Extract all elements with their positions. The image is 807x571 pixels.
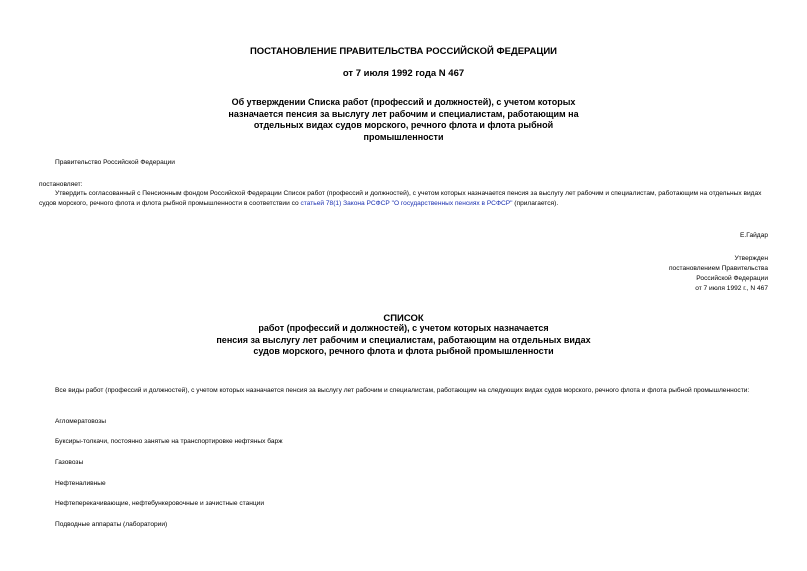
signature: Е.Гайдар <box>740 232 768 239</box>
list-subtitle-line: работ (профессий и должностей), с учетом которых назначается <box>258 323 549 333</box>
approval-line: от 7 июля 1992 г., N 467 <box>695 285 768 292</box>
resolution-body <box>39 189 769 209</box>
subject-line: назначается пенсия за выслугу лет рабочим и специалистам, работающим на <box>228 108 579 119</box>
approval-stamp <box>500 254 768 294</box>
list-title: СПИСОК <box>383 313 424 324</box>
resolution-subject <box>200 97 607 143</box>
law-article-link[interactable]: статьей 78(1) Закона РСФСР "О государственных пенсиях в РСФСР" <box>300 200 513 207</box>
approval-line: Российской Федерации <box>696 275 768 282</box>
government-text: Правительство Российской Федерации <box>55 159 175 166</box>
list-item: Подводные аппараты (лаборатории) <box>55 521 168 528</box>
list-intro: Все виды работ (профессий и должностей), с учетом которых назначается пенсия за выслугу лет рабочим и специалистам, работающим на следующих видах судов морского, речного флота и флота рыбной промышленности: <box>55 387 750 394</box>
approval-line: постановлением Правительства <box>668 265 768 272</box>
subject-line: отдельных видах судов морского, речного флота и флота рыбной <box>253 120 554 130</box>
list-item: Буксиры-толкачи, постоянно занятые на транспортировке нефтяных барж <box>55 438 283 445</box>
resolves-text: постановляет: <box>39 181 83 188</box>
list-item: Нефтеналивные <box>55 480 106 487</box>
list-item: Агломератовозы <box>55 418 107 425</box>
body-text-end: (прилагается). <box>512 200 559 207</box>
list-item: Нефтеперекачивающие, нефтебункеровочные и зачистные станции <box>55 500 265 507</box>
body-text-start: Утвердить согласованный с Пенсионным фондом Российской Федерации Список работ (профессий и должностей), с учетом которых назначается пенсия за выслугу лет рабочим и специалистам, работающим на отдельных видах судов морского, речного флота и флота рыбной промышленности в соответствии со <box>39 190 762 207</box>
approval-line: Утвержден <box>734 255 768 262</box>
subject-line: Об утверждении Списка работ (профессий и должностей), с учетом которых <box>231 97 576 107</box>
list-subtitle <box>150 323 657 358</box>
list-subtitle-line: судов морского, речного флота и флота рыбной промышленности <box>253 346 554 356</box>
list-subtitle-line: пенсия за выслугу лет рабочим и специалистам, работающим на отдельных видах <box>216 334 591 345</box>
subject-line: промышленности <box>363 131 444 142</box>
resolution-heading: ПОСТАНОВЛЕНИЕ ПРАВИТЕЛЬСТВА РОССИЙСКОЙ ФЕДЕРАЦИИ <box>249 46 558 57</box>
list-item: Газовозы <box>55 459 84 466</box>
resolution-date-number: от 7 июля 1992 года N 467 <box>342 68 465 79</box>
